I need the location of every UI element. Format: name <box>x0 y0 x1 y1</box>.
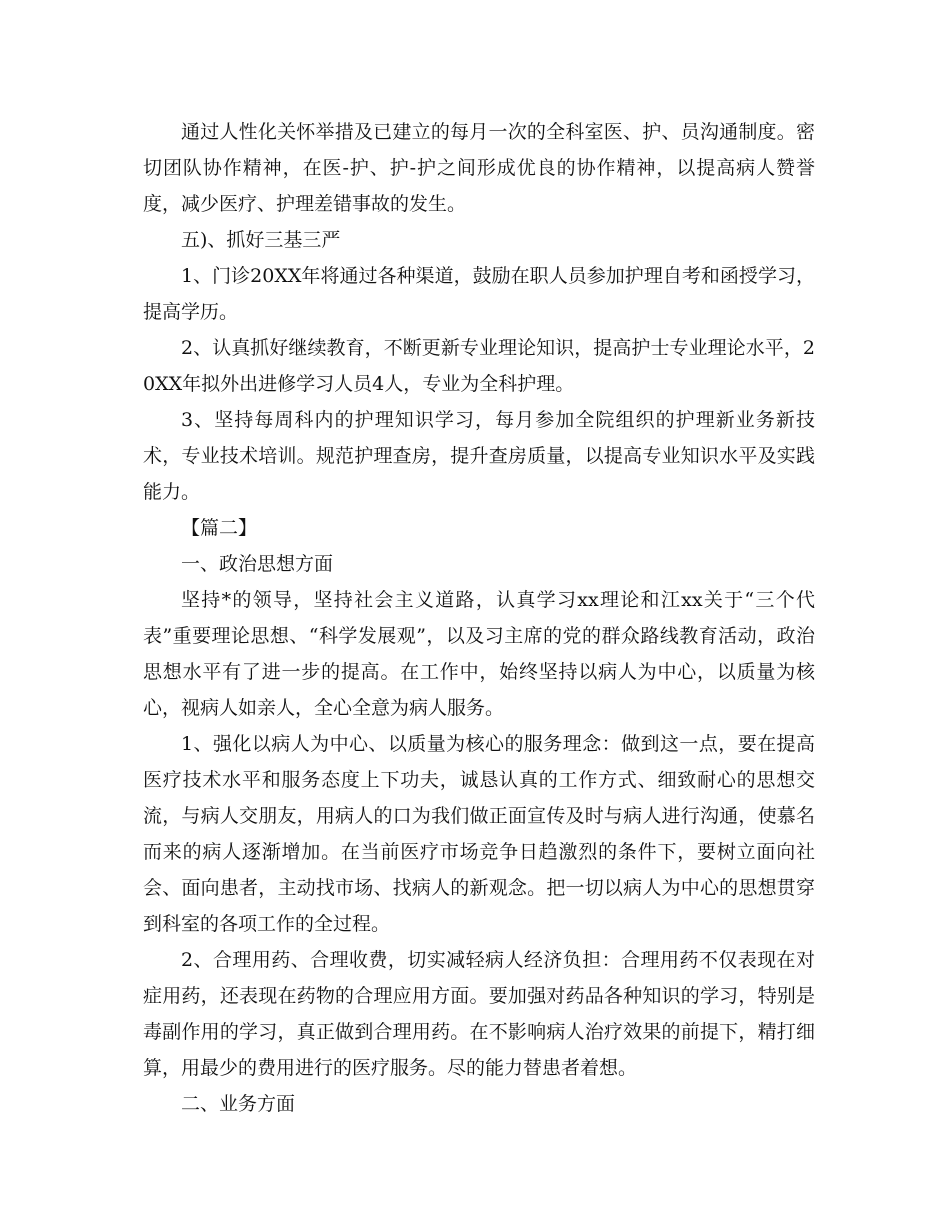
paragraph-teamwork: 通过人性化关怀举措及已建立的每月一次的全科室医、护、员沟通制度。密切团队协作精神，在医-护、护-护之间形成优良的协作精神，以提高病人赞誉度，减少医疗、护理差错事故的发生。 <box>143 121 815 215</box>
paragraph-item-3-weekly-study: 3、坚持每周科内的护理知识学习，每月参加全院组织的护理新业务新技术，专业技术培训。规范护理查房，提升查房质量，以提高专业知识水平及实践能力。 <box>143 409 815 503</box>
heading-business: 二、业务方面 <box>181 1093 296 1115</box>
paragraph-item-1-education: 1、门诊20XX年将通过各种渠道，鼓励在职人员参加护理自考和函授学习，提高学历。 <box>143 265 815 323</box>
section-heading-part-two: 【篇二】 <box>181 517 258 539</box>
heading-political-thought: 一、政治思想方面 <box>181 553 334 575</box>
heading-three-basics: 五)、抓好三基三严 <box>181 229 341 251</box>
document-body <box>143 114 815 1122</box>
paragraph-political-thought: 坚持*的领导，坚持社会主义道路，认真学习xx理论和江xx关于“三个代表”重要理论思想、“科学发展观”，以及习主席的党的群众路线教育活动，政治思想水平有了进一步的提高。在工作中，始终坚持以病人为中心，以质量为核心，视病人如亲人，全心全意为病人服务。 <box>143 589 815 719</box>
paragraph-item-2-continuing-education: 2、认真抓好继续教育，不断更新专业理论知识，提高护士专业理论水平，20XX年拟外出进修学习人员4人，专业为全科护理。 <box>143 337 815 395</box>
paragraph-rational-medication: 2、合理用药、合理收费，切实减轻病人经济负担：合理用药不仅表现在对症用药，还表现在药物的合理应用方面。要加强对药品各种知识的学习，特别是毒副作用的学习，真正做到合理用药。在不影响病人治疗效果的前提下，精打细算，用最少的费用进行的医疗服务。尽的能力替患者着想。 <box>143 949 815 1079</box>
paragraph-patient-centered: 1、强化以病人为中心、以质量为核心的服务理念：做到这一点，要在提高医疗技术水平和服务态度上下功夫，诚恳认真的工作方式、细致耐心的思想交流，与病人交朋友，用病人的口为我们做正面宣传及时与病人进行沟通，使慕名而来的病人逐渐增加。在当前医疗市场竞争日趋激烈的条件下，要树立面向社会、面向患者，主动找市场、找病人的新观念。把一切以病人为中心的思想贯穿到科室的各项工作的全过程。 <box>143 733 815 935</box>
